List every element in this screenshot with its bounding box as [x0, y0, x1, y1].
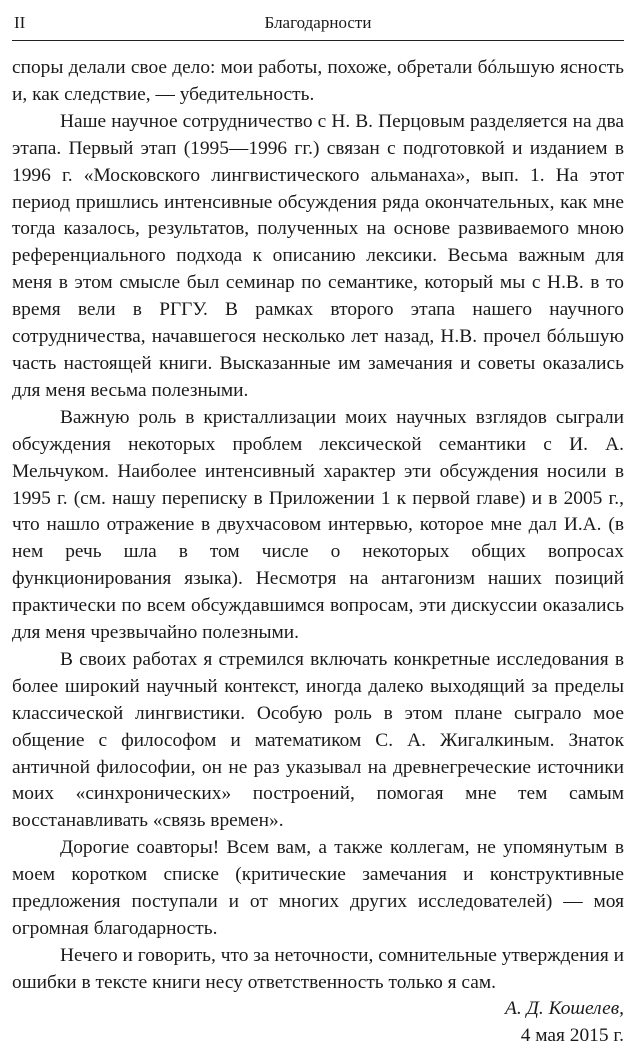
paragraph-3: Важную роль в кристаллизации моих научных взглядов сыграли обсуждения некоторых проблем лексической семантики с И. А. Мельчуком. Наиболее интенсивный характер эти обсуждения носили в 1995 г. (см. нашу переписку в Приложении 1 к первой главе) и в 2005 г., что нашло отражение в двухчасовом интервью, которое мне дал И.А. (в нем речь шла в том числе о некоторых общих вопросах функционирования языка). Несмотря на антагонизм наших позиций практически по всем обсуждавшимся вопросам, эти дискуссии оказались для меня чрезвычайно полезными.	[12, 406, 624, 644]
signature-block	[505, 996, 624, 1050]
paragraph-2: Наше научное сотрудничество с Н. В. Перцовым разделяется на два этапа. Первый этап (1995—1996 гг.) связан с подготовкой и изданием в 1996 г. «Московского лингвистического альманаха», вып. 1. На этот период пришлись интенсивные обсуждения ряда окончательных, как мне тогда казалось, результатов, полученных на основе развиваемого мною референциального подхода к описанию лексики. Весьма важным для меня в этом смысле был семинар по семантике, который мы с Н.В. в то время вели в РГГУ. В рамках второго этапа нашего научного сотрудничества, начавшегося несколько лет назад, Н.В. прочел бóльшую часть настоящей книги. Высказанные им замечания и советы оказались для меня весьма полезными.	[12, 110, 624, 401]
page-number: II	[14, 13, 26, 32]
paragraph-4: В своих работах я стремился включать конкретные исследования в более широкий научный контекст, иногда далеко выходящий за пределы классической лингвистики. Особую роль в этом плане сыграло мое общение с философом и математиком С. А. Жигалкиным. Знаток античной философии, он не раз указывал на древнегреческие источники моих «синхронических» построений, помогая мне тем самым восстанавливать «связь времен».	[12, 648, 624, 832]
body-text	[12, 55, 624, 997]
paragraph-6: Нечего и говорить, что за неточности, сомнительные утверждения и ошибки в тексте книги несу ответственность только я сам.	[12, 944, 624, 993]
page-header	[12, 14, 624, 41]
paragraph-5: Дорогие соавторы! Всем вам, а также коллегам, не упомянутым в моем коротком списке (критические замечания и конструктивные предложения поступали и от многих других исследователей) — моя огромная благодарность.	[12, 837, 624, 939]
signature-author: А. Д. Кошелев,	[505, 998, 624, 1019]
paragraph-1: споры делали свое дело: мои работы, похоже, обретали бóльшую ясность и, как следствие, — убедительность.	[12, 57, 624, 105]
running-title: Благодарности	[264, 13, 372, 32]
signature-date: 4 мая 2015 г.	[520, 1024, 624, 1046]
